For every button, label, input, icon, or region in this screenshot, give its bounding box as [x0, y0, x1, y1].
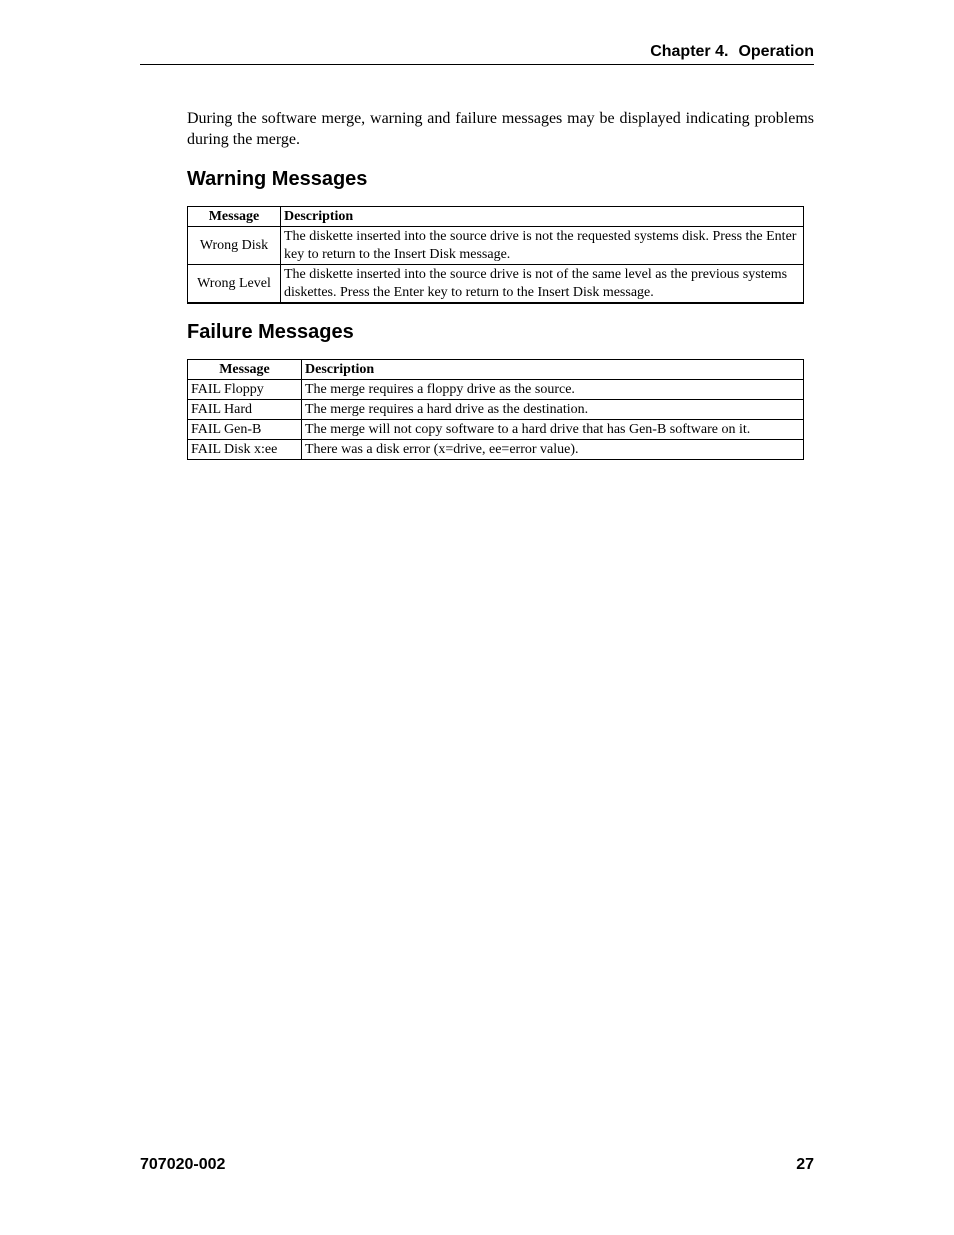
failure-messages-table	[187, 359, 804, 460]
message-cell: Wrong Level	[188, 265, 281, 304]
table-header-row	[188, 360, 804, 380]
table-row	[188, 265, 804, 304]
warning-messages-heading: Warning Messages	[187, 168, 368, 190]
message-cell: FAIL Disk x:ee	[188, 440, 302, 460]
message-cell: FAIL Floppy	[188, 380, 302, 400]
table-row	[188, 227, 804, 265]
column-header-description: Description	[302, 360, 804, 380]
failure-messages-heading: Failure Messages	[187, 321, 354, 343]
chapter-label: Chapter 4.	[650, 43, 729, 60]
description-cell: The merge requires a floppy drive as the source.	[302, 380, 804, 400]
table-row	[188, 400, 804, 420]
table-row	[188, 440, 804, 460]
description-cell: The diskette inserted into the source drive is not the requested systems disk. Press the Enter key to return to the Insert Disk message.	[281, 227, 804, 265]
running-header	[140, 42, 814, 65]
intro-paragraph: During the software merge, warning and failure messages may be displayed indicating problems during the merge.	[187, 110, 814, 148]
page-content	[187, 108, 814, 460]
column-header-message: Message	[188, 207, 281, 227]
table-row	[188, 380, 804, 400]
section-label: Operation	[738, 43, 814, 60]
description-cell: There was a disk error (x=drive, ee=error value).	[302, 440, 804, 460]
running-footer	[140, 1155, 814, 1175]
document-number: 707020-002	[140, 1156, 226, 1173]
description-cell: The merge requires a hard drive as the destination.	[302, 400, 804, 420]
column-header-description: Description	[281, 207, 804, 227]
description-cell: The merge will not copy software to a hard drive that has Gen-B software on it.	[302, 420, 804, 440]
page-number: 27	[796, 1156, 814, 1173]
table-header-row	[188, 207, 804, 227]
table-row	[188, 420, 804, 440]
description-cell: The diskette inserted into the source drive is not of the same level as the previous systems diskettes. Press the Enter key to return to the Insert Disk message.	[281, 265, 804, 304]
message-cell: FAIL Hard	[188, 400, 302, 420]
column-header-message: Message	[188, 360, 302, 380]
message-cell: Wrong Disk	[188, 227, 281, 265]
message-cell: FAIL Gen-B	[188, 420, 302, 440]
warning-messages-table	[187, 206, 804, 304]
